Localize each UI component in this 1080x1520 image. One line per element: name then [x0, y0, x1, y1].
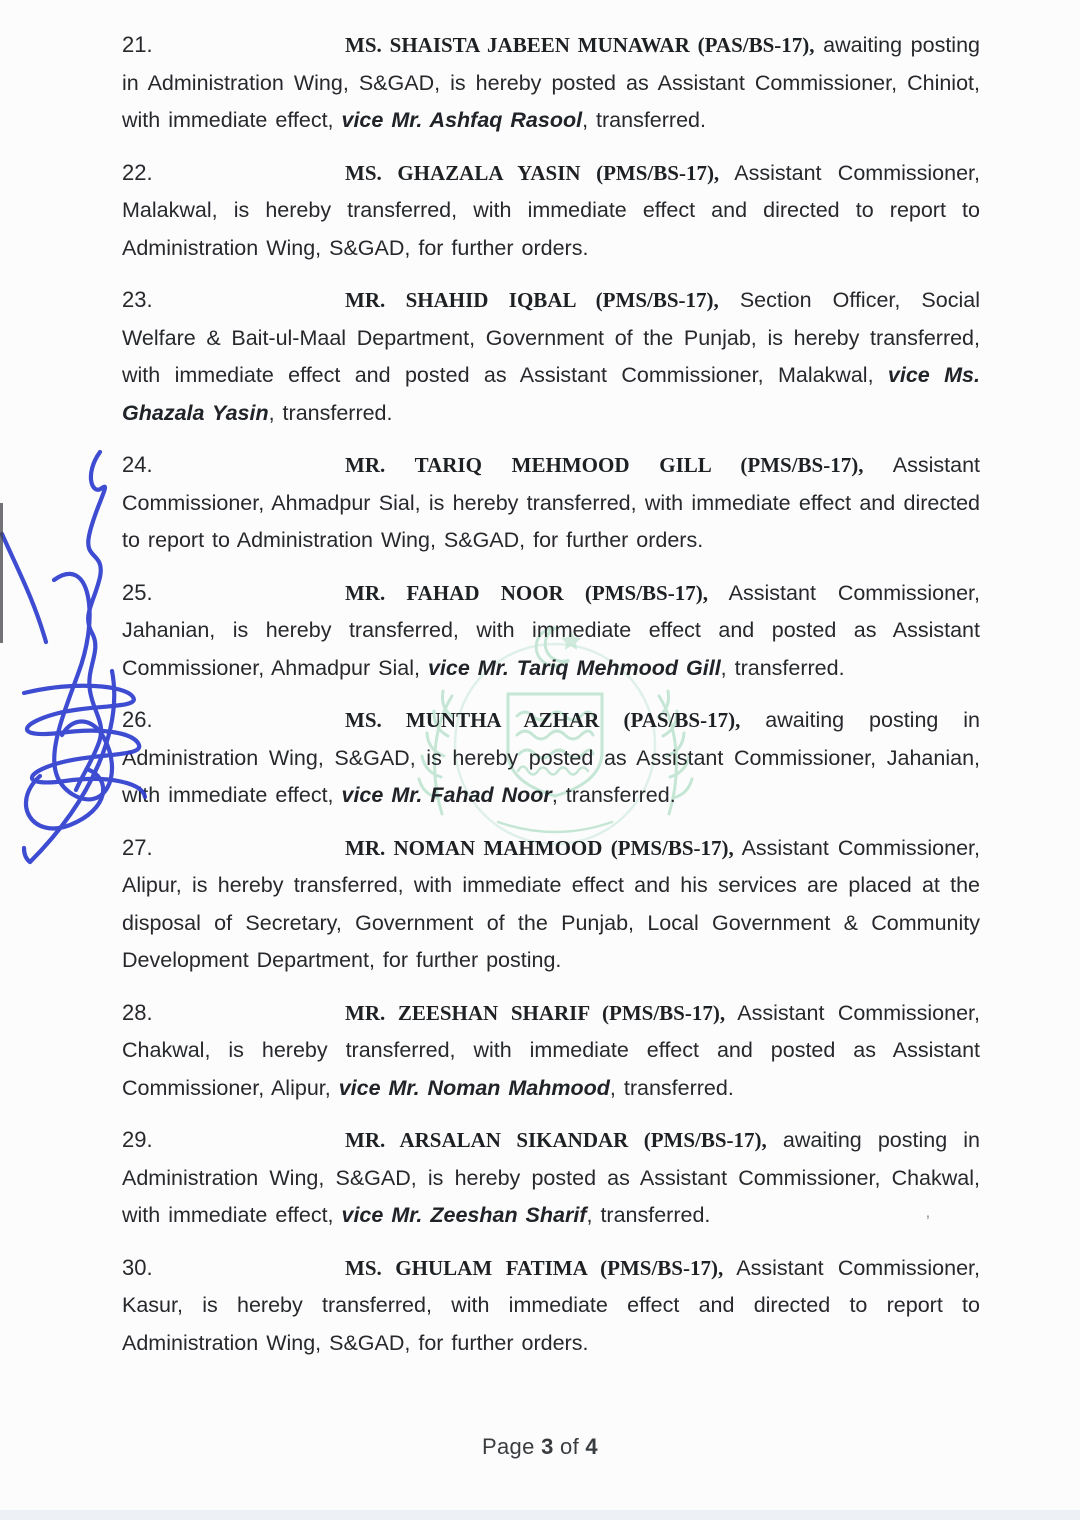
paragraph-number: 29. — [122, 1127, 153, 1152]
paragraph-number: 28. — [122, 999, 153, 1025]
paragraph-body: awaiting posting in Administration Wing, S&GAD, is hereby posted as Assistant Commissioner, Chiniot, with immediate effect, — [122, 33, 980, 132]
paragraph-number: 23. — [122, 287, 153, 312]
footer-of-label: of — [560, 1434, 579, 1459]
paragraph-body-end: , transferred. — [609, 1075, 734, 1100]
officer-name: MR. FAHAD NOOR (PMS/BS-17), — [345, 580, 708, 605]
paragraph-26 — [122, 701, 980, 815]
scan-edge-artifact — [0, 503, 3, 643]
paragraph-body: Assistant Commissioner, Malakwal, is hereby transferred, with immediate effect and directed to report to Administration Wing, S&GAD, for further orders. — [122, 160, 980, 260]
paragraph-number: 27. — [122, 834, 153, 860]
paragraph-25 — [122, 574, 980, 688]
officer-name: MS. MUNTHA AZHAR (PAS/BS-17), — [345, 708, 741, 732]
paragraph-number: 25. — [122, 579, 153, 605]
officer-name: MR. TARIQ MEHMOOD GILL (PMS/BS-17), — [345, 453, 864, 477]
paragraph-body: awaiting posting in Administration Wing, S&GAD, is hereby posted as Assistant Commissioner, Chakwal, with immediate effect, — [122, 1128, 980, 1227]
footer-page-number: 3 — [541, 1434, 554, 1459]
paragraph-number: 21. — [122, 32, 153, 57]
paragraph-number: 24. — [122, 452, 153, 477]
paragraph-body: Assistant Commissioner, Alipur, is hereby transferred, with immediate effect and his services are placed at the disposal of Secretary, Government of the Punjab, Local Government & Community Development Department, for further posting. — [122, 835, 980, 972]
paragraph-body: Section Officer, Social Welfare & Bait-ul-Maal Department, Government of the Punjab, is hereby transferred, with immediate effect and posted as Assistant Commissioner, Malakwal, — [122, 288, 980, 387]
paragraph-29 — [122, 1121, 980, 1235]
vice-officer-name: vice Mr. Noman Mahmood — [338, 1075, 610, 1100]
paragraph-28 — [122, 994, 980, 1108]
officer-name: MS. GHAZALA YASIN (PMS/BS-17), — [345, 160, 720, 185]
stray-ink-mark: ’ — [926, 1212, 930, 1231]
footer-page-label: Page — [482, 1434, 535, 1459]
vice-officer-name: vice Mr. Zeeshan Sharif — [341, 1203, 587, 1227]
paragraph-21 — [122, 26, 980, 140]
page-footer — [0, 1434, 1080, 1460]
vice-officer-name: vice Mr. Tariq Mehmood Gill — [427, 655, 721, 680]
paragraph-body: awaiting posting in Administration Wing, S&GAD, is hereby posted as Assistant Commissioner, Jahanian, with immediate effect, — [122, 708, 980, 807]
paragraph-body: Assistant Commissioner, Chakwal, is hereby transferred, with immediate effect and posted as Assistant Commissioner, Alipur, — [122, 1000, 980, 1100]
officer-name: MS. SHAISTA JABEEN MUNAWAR (PAS/BS-17), — [345, 33, 815, 57]
footer-total-pages: 4 — [585, 1434, 598, 1459]
paragraph-number: 30. — [122, 1254, 153, 1280]
handwritten-signature-icon — [0, 446, 174, 876]
paragraph-body-end: , transferred. — [268, 400, 393, 425]
officer-name: MR. NOMAN MAHMOOD (PMS/BS-17), — [345, 835, 734, 860]
vice-officer-name: vice Ms. Ghazala Yasin — [122, 363, 980, 425]
transfer-orders-text-block — [122, 26, 980, 1376]
paragraph-number: 22. — [122, 159, 153, 185]
paragraph-24 — [122, 446, 980, 560]
officer-name: MR. SHAHID IQBAL (PMS/BS-17), — [345, 288, 719, 312]
paragraph-body: Assistant Commissioner, Jahanian, is hereby transferred, with immediate effect and posted as Assistant Commissioner, Ahmadpur Sial, — [122, 580, 980, 680]
paragraph-body-end: , transferred. — [551, 783, 676, 807]
officer-name: MR. ARSALAN SIKANDAR (PMS/BS-17), — [345, 1128, 767, 1152]
paragraph-number: 26. — [122, 707, 153, 732]
paragraph-body: Assistant Commissioner, Kasur, is hereby transferred, with immediate effect and directed to report to Administration Wing, S&GAD, for further orders. — [122, 1255, 980, 1355]
vice-officer-name: vice Mr. Ashfaq Rasool — [341, 108, 583, 132]
paragraph-body-end: , transferred. — [586, 1203, 711, 1227]
paragraph-27 — [122, 829, 980, 980]
officer-name: MS. GHULAM FATIMA (PMS/BS-17), — [345, 1255, 724, 1280]
paragraph-30 — [122, 1249, 980, 1363]
paragraph-22 — [122, 154, 980, 268]
officer-name: MR. ZEESHAN SHARIF (PMS/BS-17), — [345, 1000, 726, 1025]
scan-bottom-strip — [0, 1510, 1080, 1520]
paragraph-23 — [122, 281, 980, 432]
paragraph-body: Assistant Commissioner, Ahmadpur Sial, is hereby transferred, with immediate effect and directed to report to Administration Wing, S&GAD, for further orders. — [122, 453, 980, 552]
vice-officer-name: vice Mr. Fahad Noor — [341, 783, 552, 807]
paragraph-body-end: , transferred. — [720, 655, 845, 680]
paragraph-body-end: , transferred. — [582, 108, 706, 132]
